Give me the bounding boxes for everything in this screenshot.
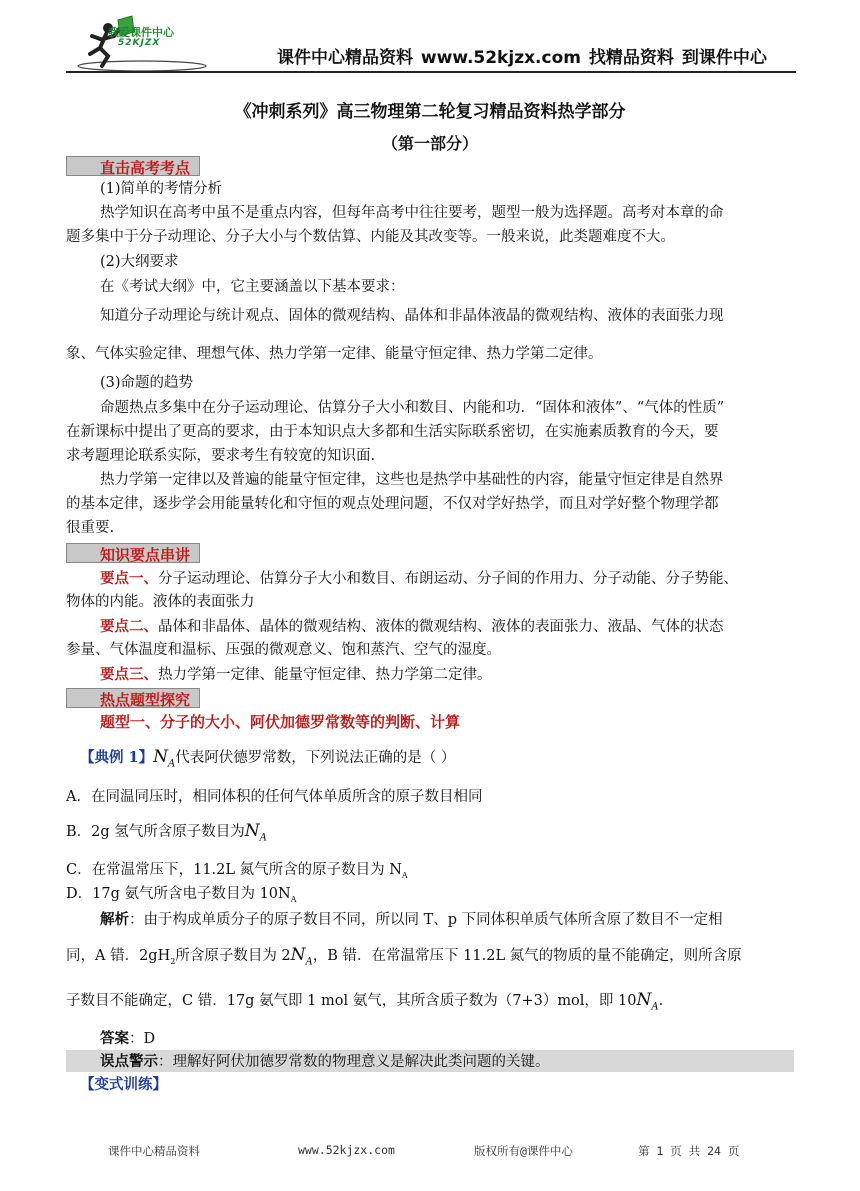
- answer-line: 答案：D: [100, 1030, 156, 1047]
- section-heading-exam-points: 直击高考考点: [100, 159, 191, 177]
- example-question-text: 代表阿伏德罗常数，下列说法正确的是（ ）: [175, 750, 456, 766]
- option-c: C．在常温常压下，11.2L 氮气所含的原子数目为 $N_A$: [66, 862, 408, 880]
- page-header: [0, 0, 860, 80]
- header-slogan: 课件中心精品资料 www.52kjzx.com 找精品资料 到课件中心: [277, 48, 767, 68]
- hint-line: 误点警示：理解好阿伏加德罗常数的物理意义是解决此类问题的关键。: [100, 1053, 550, 1070]
- subheading-trend: (3)命题的趋势: [100, 375, 194, 391]
- paragraph-line: 知道分子动理论与统计观点、固体的微观结构、晶体和非晶体液晶的微观结构、液体的表面张力现: [100, 308, 724, 324]
- paragraph-line: 的基本定律，逐步学会用能量转化和守恒的观点处理问题，不仅对学好热学，而且对学好整个物理学都: [66, 496, 719, 512]
- option-a: A．在同温同压时，相同体积的任何气体单质所含的原子数目相同: [66, 789, 483, 805]
- option-b: B．2g 氢气所含原子数目为$N_A$: [66, 821, 267, 844]
- paragraph-line: 求考题理论联系实际，要求考生有较宽的知识面.: [66, 448, 376, 464]
- key-point-1-label: 要点一、: [100, 570, 158, 587]
- avogadro-symbol: $N_A$: [290, 945, 313, 968]
- paragraph-line: 在《考试大纲》中，它主要涵盖以下基本要求：: [100, 279, 405, 295]
- question-type-heading: 题型一、分子的大小、阿伏加德罗常数等的判断、计算: [100, 713, 461, 731]
- paragraph-line: 题多集中于分子动理论、分子大小与个数估算、内能及其改变等。一般来说，此类题难度不大。: [66, 229, 675, 245]
- hint-label: 误点警示: [100, 1053, 158, 1070]
- example-question: [80, 747, 455, 770]
- footer-page-number: 第 1 页 共 24 页: [638, 1144, 740, 1158]
- variant-training-label: 【变式训练】: [80, 1076, 167, 1093]
- key-point-3-text: 热力学第一定律、能量守恒定律、热力学第二定律。: [158, 667, 492, 683]
- paragraph-line: 命题热点多集中在分子运动理论、估算分子大小和数目、内能和功．“固体和液体”、“气体的性质”: [100, 400, 725, 416]
- footer-url: www.52kjzx.com: [298, 1143, 395, 1157]
- section-heading-hot-topics: 热点题型探究: [100, 691, 191, 709]
- key-point-2-text: 晶体和非晶体、晶体的微观结构、液体的微观结构、液体的表面张力、液晶、气体的状态: [158, 619, 724, 635]
- document-subtitle: （第一部分）: [381, 134, 478, 153]
- paragraph-line: 参量、气体温度和温标、压强的微观意义、饱和蒸汽、空气的湿度。: [66, 642, 501, 658]
- example-label: 【典例 1】: [80, 749, 154, 766]
- key-point-1: [100, 570, 738, 588]
- key-point-3-label: 要点三、: [100, 666, 158, 683]
- solution-line-1: 解析：由于构成单质分子的原子数目不同，所以同 T、p 下同体积单质气体所含原了数目不一定相: [100, 911, 723, 928]
- paragraph-line: 热力学第一定律以及普遍的能量守恒定律，这些也是热学中基础性的内容，能量守恒定律是自然界: [100, 472, 724, 488]
- solution-label: 解析: [100, 911, 129, 928]
- avogadro-symbol: $N_A$: [153, 747, 176, 770]
- solution-line-3: 子数目不能确定，C 错．17g 氨气即 1 mol 氨气，其所含质子数为（7+3）mol，即 $10N_A$.: [66, 990, 664, 1013]
- key-point-2: [100, 618, 724, 636]
- footer-left: 课件中心精品资料: [108, 1144, 200, 1158]
- logo-english-text: 52KJZX: [118, 38, 161, 48]
- section-heading-knowledge: 知识要点串讲: [100, 546, 191, 564]
- paragraph-line: 热学知识在高考中虽不是重点内容，但每年高考中往往要考，题型一般为选择题。高考对本章的命: [100, 205, 724, 221]
- key-point-3: [100, 666, 492, 684]
- paragraph-line: 在新课标中提出了更高的要求，由于本知识点大多都和生活实际联系密切，在实施素质教育的今天，要: [66, 424, 719, 440]
- key-point-1-text: 分子运动理论、估算分子大小和数目、布朗运动、分子间的作用力、分子动能、分子势能、: [158, 571, 738, 587]
- logo-chinese-text: 我爱课件中心: [108, 26, 174, 39]
- footer-rights: 版权所有@课件中心: [474, 1144, 573, 1158]
- avogadro-symbol: $N_A$: [636, 990, 659, 1013]
- avogadro-symbol: $N_A$: [244, 821, 267, 844]
- paragraph-line: 象、气体实验定律、理想气体、热力学第一定律、能量守恒定律、热力学第二定律。: [66, 346, 603, 362]
- header-divider: [66, 71, 796, 73]
- solution-line-2: 同，A 错．$2gH_2$所含原子数目为 $2N_A$，B 错．在常温常压下 11.2L 氮气的物质的量不能确定，则所含原: [66, 945, 742, 968]
- document-title: 《冲刺系列》高三物理第二轮复习精品资料热学部分: [234, 102, 626, 122]
- paragraph-line: 很重要.: [66, 520, 115, 536]
- answer-label: 答案: [100, 1030, 129, 1047]
- subheading-analysis: (1)简单的考情分析: [100, 181, 223, 197]
- subheading-syllabus: (2)大纲要求: [100, 254, 179, 270]
- paragraph-line: 物体的内能。液体的表面张力: [66, 594, 255, 610]
- key-point-2-label: 要点二、: [100, 618, 158, 635]
- option-d: D．17g 氨气所含电子数目为 $10N_A$: [66, 886, 297, 904]
